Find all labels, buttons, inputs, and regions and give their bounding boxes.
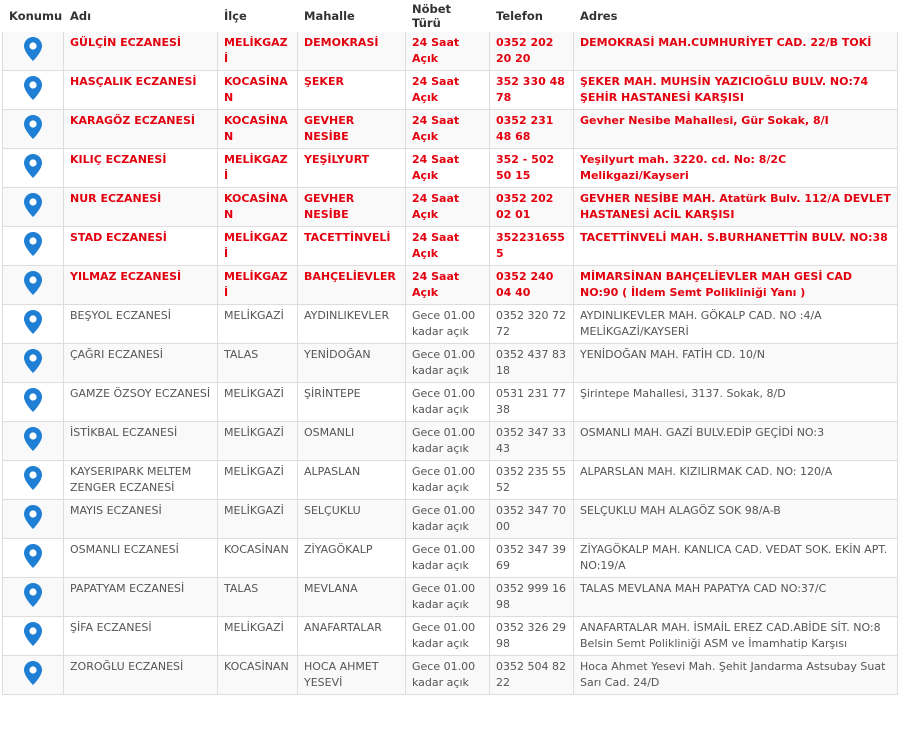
map-pin-icon[interactable] — [24, 154, 42, 178]
header-adi[interactable]: Adı — [64, 1, 218, 32]
map-pin-icon[interactable] — [24, 271, 42, 295]
cell-adi: KILIÇ ECZANESİ — [64, 149, 218, 188]
cell-nobet: 24 Saat Açık — [406, 149, 490, 188]
map-pin-icon[interactable] — [24, 622, 42, 646]
location-cell — [3, 539, 64, 578]
cell-mahalle: HOCA AHMET YESEVİ — [298, 656, 406, 695]
map-pin-icon[interactable] — [24, 232, 42, 256]
cell-mahalle: DEMOKRASİ — [298, 32, 406, 71]
cell-adres: TALAS MEVLANA MAH PAPATYA CAD NO:37/C — [574, 578, 898, 617]
cell-ilce: KOCASİNAN — [218, 188, 298, 227]
cell-telefon: 352 330 48 78 — [490, 71, 574, 110]
location-cell — [3, 578, 64, 617]
table-row — [3, 500, 898, 539]
cell-mahalle: MEVLANA — [298, 578, 406, 617]
cell-ilce: MELİKGAZİ — [218, 149, 298, 188]
cell-mahalle: TACETTİNVELİ — [298, 227, 406, 266]
location-cell — [3, 500, 64, 539]
cell-adi: MAYIS ECZANESİ — [64, 500, 218, 539]
cell-mahalle: ŞEKER — [298, 71, 406, 110]
cell-adres: ALPARSLAN MAH. KIZILIRMAK CAD. NO: 120/A — [574, 461, 898, 500]
map-pin-icon[interactable] — [24, 193, 42, 217]
location-cell — [3, 656, 64, 695]
cell-adres: Şirintepe Mahallesi, 3137. Sokak, 8/D — [574, 383, 898, 422]
location-cell — [3, 32, 64, 71]
cell-ilce: KOCASİNAN — [218, 71, 298, 110]
location-cell — [3, 617, 64, 656]
cell-nobet: Gece 01.00 kadar açık — [406, 461, 490, 500]
cell-adi: KARAGÖZ ECZANESİ — [64, 110, 218, 149]
cell-ilce: KOCASİNAN — [218, 110, 298, 149]
cell-telefon: 0352 347 70 00 — [490, 500, 574, 539]
cell-ilce: MELİKGAZİ — [218, 422, 298, 461]
cell-telefon: 0352 326 29 98 — [490, 617, 574, 656]
cell-mahalle: BAHÇELİEVLER — [298, 266, 406, 305]
location-cell — [3, 227, 64, 266]
header-konum[interactable]: Konumu — [3, 1, 64, 32]
cell-mahalle: YEŞİLYURT — [298, 149, 406, 188]
cell-telefon: 0352 231 48 68 — [490, 110, 574, 149]
table-row — [3, 578, 898, 617]
cell-adres: ŞEKER MAH. MUHSİN YAZICIOĞLU BULV. NO:74 ŞEHİR HASTANESİ KARŞISI — [574, 71, 898, 110]
cell-nobet: Gece 01.00 kadar açık — [406, 578, 490, 617]
cell-mahalle: OSMANLI — [298, 422, 406, 461]
map-pin-icon[interactable] — [24, 115, 42, 139]
map-pin-icon[interactable] — [24, 544, 42, 568]
cell-mahalle: ŞİRİNTEPE — [298, 383, 406, 422]
table-row — [3, 71, 898, 110]
cell-telefon: 0352 347 33 43 — [490, 422, 574, 461]
cell-nobet: 24 Saat Açık — [406, 188, 490, 227]
cell-adi: İSTİKBAL ECZANESİ — [64, 422, 218, 461]
cell-nobet: 24 Saat Açık — [406, 32, 490, 71]
table-row — [3, 305, 898, 344]
header-telefon[interactable]: Telefon — [490, 1, 574, 32]
cell-mahalle: AYDINLIKEVLER — [298, 305, 406, 344]
cell-telefon: 0352 320 72 72 — [490, 305, 574, 344]
cell-adi: ŞİFA ECZANESİ — [64, 617, 218, 656]
cell-telefon: 0352 240 04 40 — [490, 266, 574, 305]
cell-adres: Gevher Nesibe Mahallesi, Gür Sokak, 8/I — [574, 110, 898, 149]
cell-adres: TACETTİNVELİ MAH. S.BURHANETTİN BULV. NO:38 — [574, 227, 898, 266]
cell-ilce: MELİKGAZİ — [218, 383, 298, 422]
cell-ilce: MELİKGAZİ — [218, 266, 298, 305]
cell-adi: STAD ECZANESİ — [64, 227, 218, 266]
map-pin-icon[interactable] — [24, 388, 42, 412]
map-pin-icon[interactable] — [24, 583, 42, 607]
cell-adi: ZOROĞLU ECZANESİ — [64, 656, 218, 695]
cell-mahalle: ALPASLAN — [298, 461, 406, 500]
cell-adres: ZİYAGÖKALP MAH. KANLICA CAD. VEDAT SOK. EKİN APT. NO:19/A — [574, 539, 898, 578]
cell-nobet: Gece 01.00 kadar açık — [406, 656, 490, 695]
cell-nobet: 24 Saat Açık — [406, 227, 490, 266]
cell-nobet: Gece 01.00 kadar açık — [406, 383, 490, 422]
cell-adi: OSMANLI ECZANESİ — [64, 539, 218, 578]
cell-nobet: Gece 01.00 kadar açık — [406, 344, 490, 383]
cell-nobet: Gece 01.00 kadar açık — [406, 305, 490, 344]
map-pin-icon[interactable] — [24, 310, 42, 334]
map-pin-icon[interactable] — [24, 76, 42, 100]
cell-telefon: 0352 999 16 98 — [490, 578, 574, 617]
cell-nobet: Gece 01.00 kadar açık — [406, 500, 490, 539]
table-row — [3, 110, 898, 149]
cell-ilce: KOCASİNAN — [218, 539, 298, 578]
cell-adi: HASÇALIK ECZANESİ — [64, 71, 218, 110]
cell-ilce: MELİKGAZİ — [218, 500, 298, 539]
table-header — [3, 1, 898, 32]
cell-adres: Hoca Ahmet Yesevi Mah. Şehit Jandarma Astsubay Suat Sarı Cad. 24/D — [574, 656, 898, 695]
cell-adres: GEVHER NESİBE MAH. Atatürk Bulv. 112/A DEVLET HASTANESİ ACİL KARŞISI — [574, 188, 898, 227]
table-row — [3, 188, 898, 227]
cell-nobet: 24 Saat Açık — [406, 71, 490, 110]
header-adres[interactable]: Adres — [574, 1, 898, 32]
cell-telefon: 0352 202 02 01 — [490, 188, 574, 227]
cell-adi: YILMAZ ECZANESİ — [64, 266, 218, 305]
cell-adi: NUR ECZANESİ — [64, 188, 218, 227]
cell-telefon: 0352 347 39 69 — [490, 539, 574, 578]
cell-mahalle: ZİYAGÖKALP — [298, 539, 406, 578]
cell-ilce: MELİKGAZİ — [218, 227, 298, 266]
cell-mahalle: YENİDOĞAN — [298, 344, 406, 383]
cell-nobet: Gece 01.00 kadar açık — [406, 617, 490, 656]
table-row — [3, 266, 898, 305]
cell-adres: AYDINLIKEVLER MAH. GÖKALP CAD. NO :4/A MELİKGAZİ/KAYSERİ — [574, 305, 898, 344]
cell-telefon: 0352 202 20 20 — [490, 32, 574, 71]
cell-adres: MİMARSİNAN BAHÇELİEVLER MAH GESİ CAD NO:90 ( İldem Semt Polikliniği Yanı ) — [574, 266, 898, 305]
cell-mahalle: SELÇUKLU — [298, 500, 406, 539]
table-row — [3, 656, 898, 695]
cell-adi: BEŞYOL ECZANESİ — [64, 305, 218, 344]
cell-nobet: Gece 01.00 kadar açık — [406, 422, 490, 461]
table-row — [3, 422, 898, 461]
map-pin-icon[interactable] — [24, 505, 42, 529]
location-cell — [3, 188, 64, 227]
cell-adres: YENİDOĞAN MAH. FATİH CD. 10/N — [574, 344, 898, 383]
cell-adi: PAPATYAM ECZANESİ — [64, 578, 218, 617]
location-cell — [3, 305, 64, 344]
table-row — [3, 149, 898, 188]
cell-ilce: KOCASİNAN — [218, 656, 298, 695]
location-cell — [3, 461, 64, 500]
cell-ilce: MELİKGAZİ — [218, 32, 298, 71]
cell-telefon: 3522316555 — [490, 227, 574, 266]
cell-mahalle: GEVHER NESİBE — [298, 110, 406, 149]
cell-telefon: 352 - 502 50 15 — [490, 149, 574, 188]
pharmacy-table — [2, 0, 898, 695]
map-pin-icon[interactable] — [24, 349, 42, 373]
cell-nobet: 24 Saat Açık — [406, 110, 490, 149]
table-row — [3, 539, 898, 578]
cell-ilce: TALAS — [218, 578, 298, 617]
cell-adres: SELÇUKLU MAH ALAGÖZ SOK 98/A-B — [574, 500, 898, 539]
table-row — [3, 344, 898, 383]
cell-ilce: MELİKGAZİ — [218, 305, 298, 344]
location-cell — [3, 383, 64, 422]
cell-mahalle: ANAFARTALAR — [298, 617, 406, 656]
location-cell — [3, 110, 64, 149]
cell-telefon: 0352 437 83 18 — [490, 344, 574, 383]
cell-adi: GÜLÇİN ECZANESİ — [64, 32, 218, 71]
header-mahalle[interactable]: Mahalle — [298, 1, 406, 32]
map-pin-icon[interactable] — [24, 37, 42, 61]
location-cell — [3, 149, 64, 188]
cell-adi: KAYSERIPARK MELTEM ZENGER ECZANESİ — [64, 461, 218, 500]
location-cell — [3, 422, 64, 461]
cell-adres: ANAFARTALAR MAH. İSMAİL EREZ CAD.ABİDE SİT. NO:8 Belsin Semt Polikliniği ASM ve İmamhatip Karşısı — [574, 617, 898, 656]
cell-adres: DEMOKRASİ MAH.CUMHURİYET CAD. 22/B TOKİ — [574, 32, 898, 71]
header-ilce[interactable]: İlçe — [218, 1, 298, 32]
cell-telefon: 0352 504 82 22 — [490, 656, 574, 695]
cell-adi: ÇAĞRI ECZANESİ — [64, 344, 218, 383]
cell-adres: Yeşilyurt mah. 3220. cd. No: 8/2C Melikgazi/Kayseri — [574, 149, 898, 188]
table-row — [3, 383, 898, 422]
map-pin-icon[interactable] — [24, 466, 42, 490]
cell-adi: GAMZE ÖZSOY ECZANESİ — [64, 383, 218, 422]
location-cell — [3, 71, 64, 110]
table-row — [3, 461, 898, 500]
cell-nobet: 24 Saat Açık — [406, 266, 490, 305]
cell-telefon: 0352 235 55 52 — [490, 461, 574, 500]
table-row — [3, 617, 898, 656]
cell-mahalle: GEVHER NESİBE — [298, 188, 406, 227]
cell-ilce: MELİKGAZİ — [218, 461, 298, 500]
table-row — [3, 32, 898, 71]
map-pin-icon[interactable] — [24, 427, 42, 451]
location-cell — [3, 266, 64, 305]
map-pin-icon[interactable] — [24, 661, 42, 685]
cell-ilce: MELİKGAZİ — [218, 617, 298, 656]
cell-ilce: TALAS — [218, 344, 298, 383]
header-nobet[interactable]: Nöbet Türü — [406, 1, 490, 32]
cell-adres: OSMANLI MAH. GAZİ BULV.EDİP GEÇİDİ NO:3 — [574, 422, 898, 461]
cell-nobet: Gece 01.00 kadar açık — [406, 539, 490, 578]
location-cell — [3, 344, 64, 383]
table-row — [3, 227, 898, 266]
cell-telefon: 0531 231 77 38 — [490, 383, 574, 422]
